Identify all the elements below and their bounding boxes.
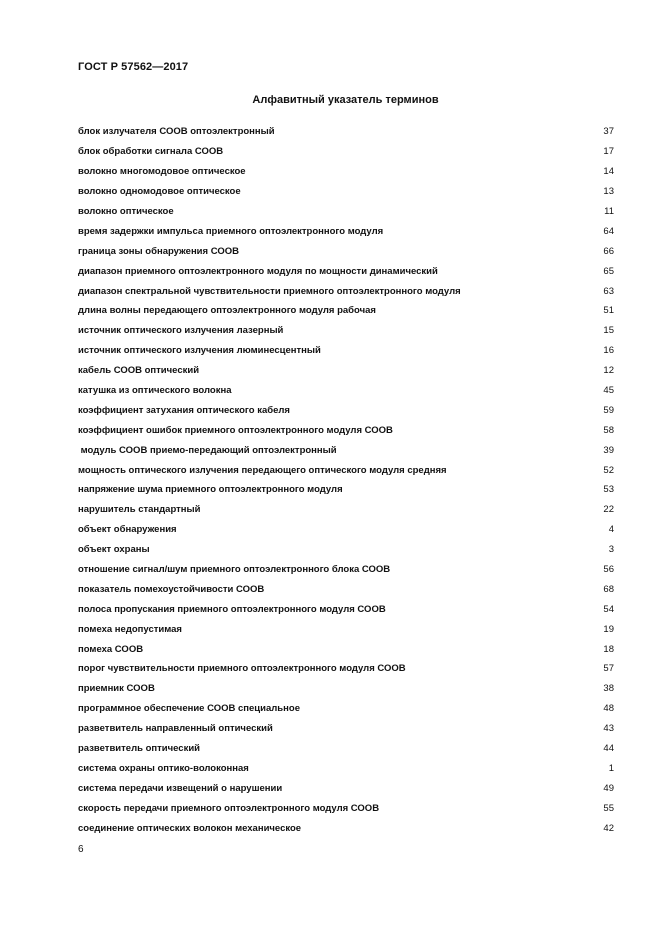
index-term: полоса пропускания приемного оптоэлектронного модуля СООВ [78,603,386,615]
index-term: отношение сигнал/шум приемного оптоэлектронного блока СООВ [78,564,391,576]
index-row [78,520,614,540]
index-term: разветвитель оптический [78,743,201,755]
index-term: время задержки импульса приемного оптоэлектронного модуля [78,225,384,237]
index-term: диапазон приемного оптоэлектронного модуля по мощности динамический [78,265,438,277]
index-page-ref: 15 [603,325,614,337]
index-page-ref: 66 [603,245,614,257]
index-row [78,778,614,798]
index-row [78,261,614,281]
index-term: волокно одномодовое оптическое [78,186,241,198]
index-row [78,560,614,580]
index-page-ref: 63 [603,285,614,297]
index-page-ref: 56 [603,564,614,576]
index-page-ref: 4 [608,524,614,536]
index-page-ref: 57 [603,663,614,675]
index-page-ref: 68 [603,583,614,595]
index-row [78,579,614,599]
index-term: граница зоны обнаружения СООВ [78,245,239,257]
index-row [78,420,614,440]
index-term: коэффициент ошибок приемного оптоэлектронного модуля СООВ [78,424,393,436]
index-term: система передачи извещений о нарушении [78,782,283,794]
index-row [78,202,614,222]
index-page-ref: 58 [603,424,614,436]
index-term: объект охраны [78,544,150,556]
index-row [78,301,614,321]
index-row [78,460,614,480]
index-page-ref: 39 [603,444,614,456]
index-row [78,321,614,341]
index-row [78,122,614,142]
index-page-ref: 3 [608,544,614,556]
index-term: источник оптического излучения лазерный [78,325,284,337]
index-row [78,341,614,361]
index-page-ref: 55 [603,802,614,814]
index-term: объект обнаружения [78,524,177,536]
index-page-ref: 44 [603,743,614,755]
index-term: напряжение шума приемного оптоэлектронного модуля [78,484,343,496]
index-page-ref: 59 [603,404,614,416]
index-row [78,142,614,162]
index-row [78,639,614,659]
term-index-list [78,122,614,838]
index-row [78,798,614,818]
index-page-ref: 48 [603,703,614,715]
index-term: блок обработки сигнала СООВ [78,146,224,158]
index-page-ref: 1 [608,762,614,774]
index-row [78,381,614,401]
index-term: блок излучателя СООВ оптоэлектронный [78,126,275,138]
index-row [78,679,614,699]
index-row [78,759,614,779]
index-page-ref: 49 [603,782,614,794]
index-term: нарушитель стандартный [78,504,201,516]
index-page-ref: 22 [603,504,614,516]
index-row [78,440,614,460]
index-row [78,400,614,420]
index-term: катушка из оптического волокна [78,385,232,397]
index-page-ref: 11 [604,206,614,217]
index-row [78,281,614,301]
index-row [78,699,614,719]
index-term: модуль СООВ приемо-передающий оптоэлектронный [78,444,337,456]
document-header: ГОСТ Р 57562—2017 [78,61,189,73]
section-title: Алфавитный указатель терминов [252,94,439,106]
index-row [78,241,614,261]
index-term: порог чувствительности приемного оптоэлектронного модуля СООВ [78,663,406,675]
index-term: диапазон спектральной чувствительности приемного оптоэлектронного модуля [78,285,461,297]
index-page-ref: 51 [603,305,614,317]
index-term: волокно многомодовое оптическое [78,166,246,178]
index-row [78,739,614,759]
index-term: показатель помехоустойчивости СООВ [78,583,265,595]
index-term: разветвитель направленный оптический [78,723,273,735]
index-page-ref: 19 [603,623,614,635]
index-term: длина волны передающего оптоэлектронного модуля рабочая [78,305,376,317]
index-page-ref: 53 [603,484,614,496]
index-term: волокно оптическое [78,206,174,217]
index-page-ref: 54 [603,603,614,615]
index-page-ref: 52 [603,464,614,476]
index-row [78,540,614,560]
index-term: приемник СООВ [78,683,155,695]
index-row [78,659,614,679]
index-term: помеха СООВ [78,643,144,655]
index-row [78,162,614,182]
index-term: программное обеспечение СООВ специальное [78,703,300,715]
index-row [78,221,614,241]
index-page-ref: 38 [603,683,614,695]
index-row [78,619,614,639]
index-term: источник оптического излучения люминесцентный [78,345,321,357]
page-number: 6 [78,844,84,855]
index-row [78,361,614,381]
index-page-ref: 65 [603,265,614,277]
index-term: соединение оптических волокон механическое [78,822,302,834]
index-row [78,500,614,520]
index-page-ref: 13 [603,186,614,198]
index-term: коэффициент затухания оптического кабеля [78,404,290,416]
index-page-ref: 12 [603,365,614,377]
index-page-ref: 14 [603,166,614,178]
index-term: система охраны оптико-волоконная [78,762,249,774]
index-row [78,480,614,500]
index-page-ref: 45 [603,385,614,397]
index-row [78,599,614,619]
index-term: кабель СООВ оптический [78,365,200,377]
index-page-ref: 42 [603,822,614,834]
index-row [78,719,614,739]
index-page-ref: 16 [603,345,614,357]
index-page-ref: 17 [603,146,614,158]
index-term: помеха недопустимая [78,623,182,635]
index-page-ref: 18 [603,643,614,655]
index-term: скорость передачи приемного оптоэлектронного модуля СООВ [78,802,380,814]
index-page-ref: 64 [603,225,614,237]
index-row [78,182,614,202]
index-term: мощность оптического излучения передающего оптического модуля средняя [78,464,447,476]
index-page-ref: 37 [603,126,614,138]
index-page-ref: 43 [603,723,614,735]
index-row [78,818,614,838]
